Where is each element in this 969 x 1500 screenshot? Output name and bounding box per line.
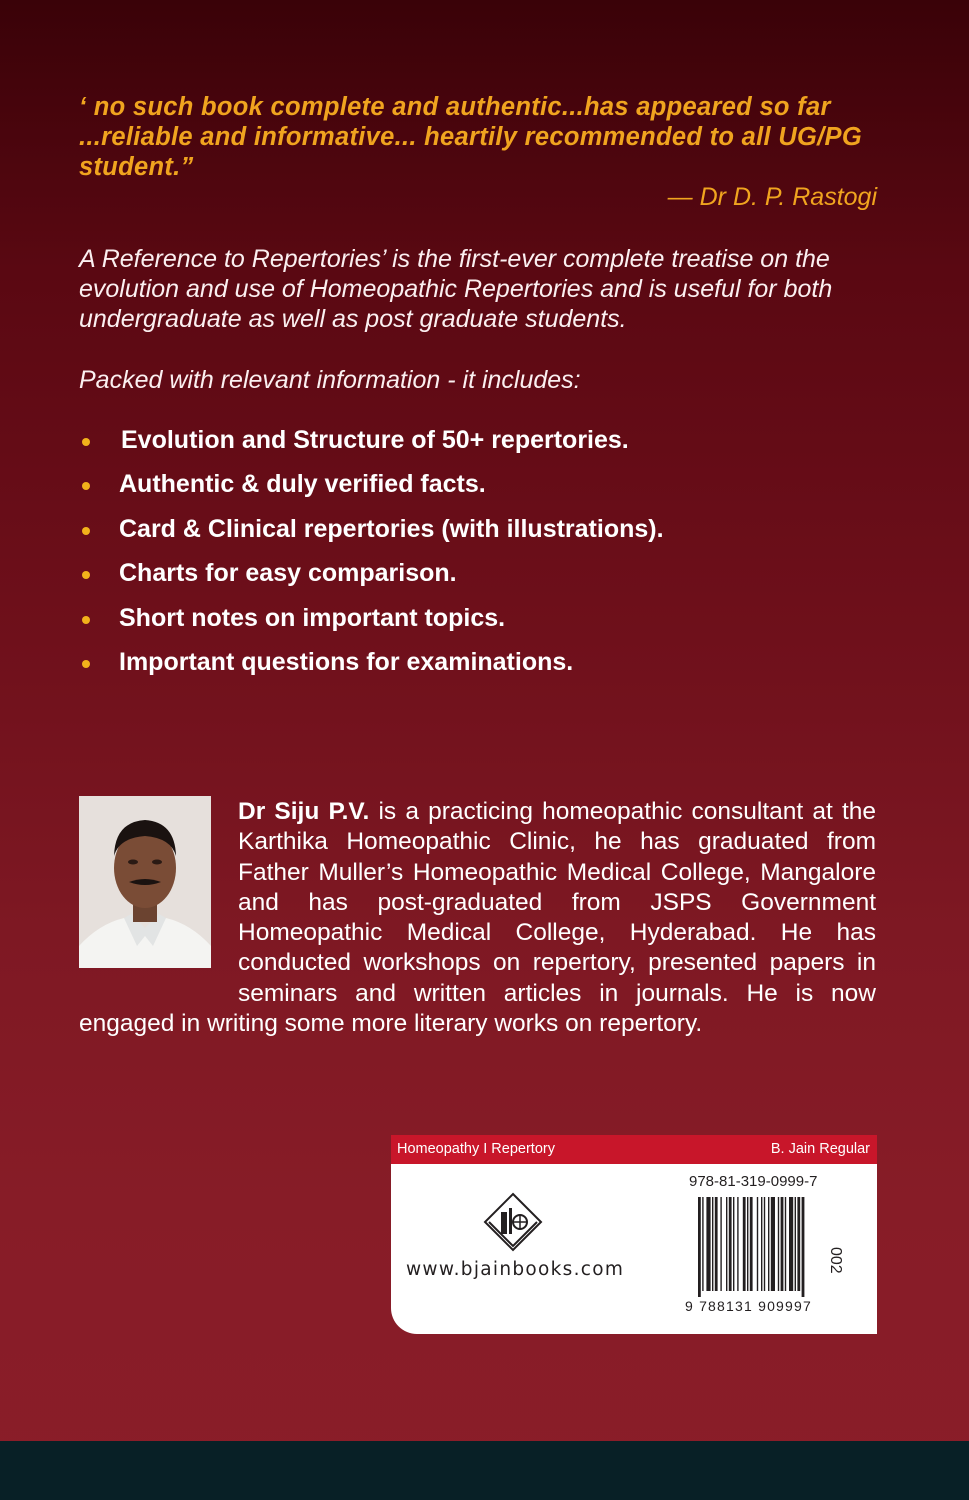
author-bio-text: is a practicing homeopathic consultant at the Karthika Homeopathic Clinic, he has graduated from Father Muller’s Homeopathic Medical College, Mangalore and has post-graduated from JSPS Government Homeopathic Medical College, Hyderabad. He has conducted workshops on repertory, presented papers in seminars and written articles in journals. He is now engaged in writing some more literary works on repertory. [79, 798, 877, 1038]
feature-item [79, 512, 664, 556]
bullet-icon [82, 527, 90, 535]
feature-item [79, 556, 664, 600]
barcode-digits: 9 788131 909997 [685, 1298, 812, 1314]
feature-text: Card & Clinical repertories (with illustrations). [119, 514, 664, 543]
review-quote: ‘ no such book complete and authentic...has appeared so far ...reliable and informative... heartily recommended to all UG/PG student.” [79, 93, 862, 181]
bullet-icon [82, 660, 90, 668]
feature-item [79, 645, 664, 689]
bullet-icon [82, 571, 90, 579]
publisher-logo-icon [481, 1190, 545, 1259]
bottom-band [0, 1441, 969, 1500]
feature-text: Short notes on important topics. [119, 603, 506, 632]
bullet-icon [82, 616, 90, 624]
feature-item [79, 467, 664, 511]
feature-item [79, 601, 664, 645]
bullet-icon [82, 438, 90, 446]
category-label: Homeopathy I Repertory [397, 1141, 555, 1157]
feature-text: Charts for easy comparison. [119, 559, 457, 588]
features-heading: Packed with relevant information - it includes: [79, 366, 581, 394]
price-code: 002 [827, 1247, 844, 1274]
author-name: Dr Siju P.V. [238, 798, 370, 825]
barcode-panel [391, 1135, 877, 1334]
feature-text: Important questions for examinations. [119, 647, 574, 676]
publisher-website[interactable]: www.bjainbooks.com [406, 1259, 625, 1280]
bullet-icon [82, 482, 90, 490]
intro-paragraph: A Reference to Repertories’ is the first-ever complete treatise on the evolution and use of Homeopathic Repertories and is useful for both undergraduate as well as post graduate students. [79, 245, 833, 333]
feature-text: Authentic & duly verified facts. [119, 470, 486, 499]
isbn-text: 978-81-319-0999-7 [689, 1173, 818, 1190]
quote-author: — Dr D. P. Rastogi [667, 183, 877, 211]
feature-text: Evolution and Structure of 50+ repertories. [121, 426, 629, 454]
author-bio [79, 797, 876, 1039]
feature-item [79, 423, 664, 467]
series-label: B. Jain Regular [770, 1141, 870, 1157]
barcode-graphic [698, 1197, 838, 1297]
barcode-header [391, 1135, 877, 1164]
feature-list [79, 423, 664, 689]
